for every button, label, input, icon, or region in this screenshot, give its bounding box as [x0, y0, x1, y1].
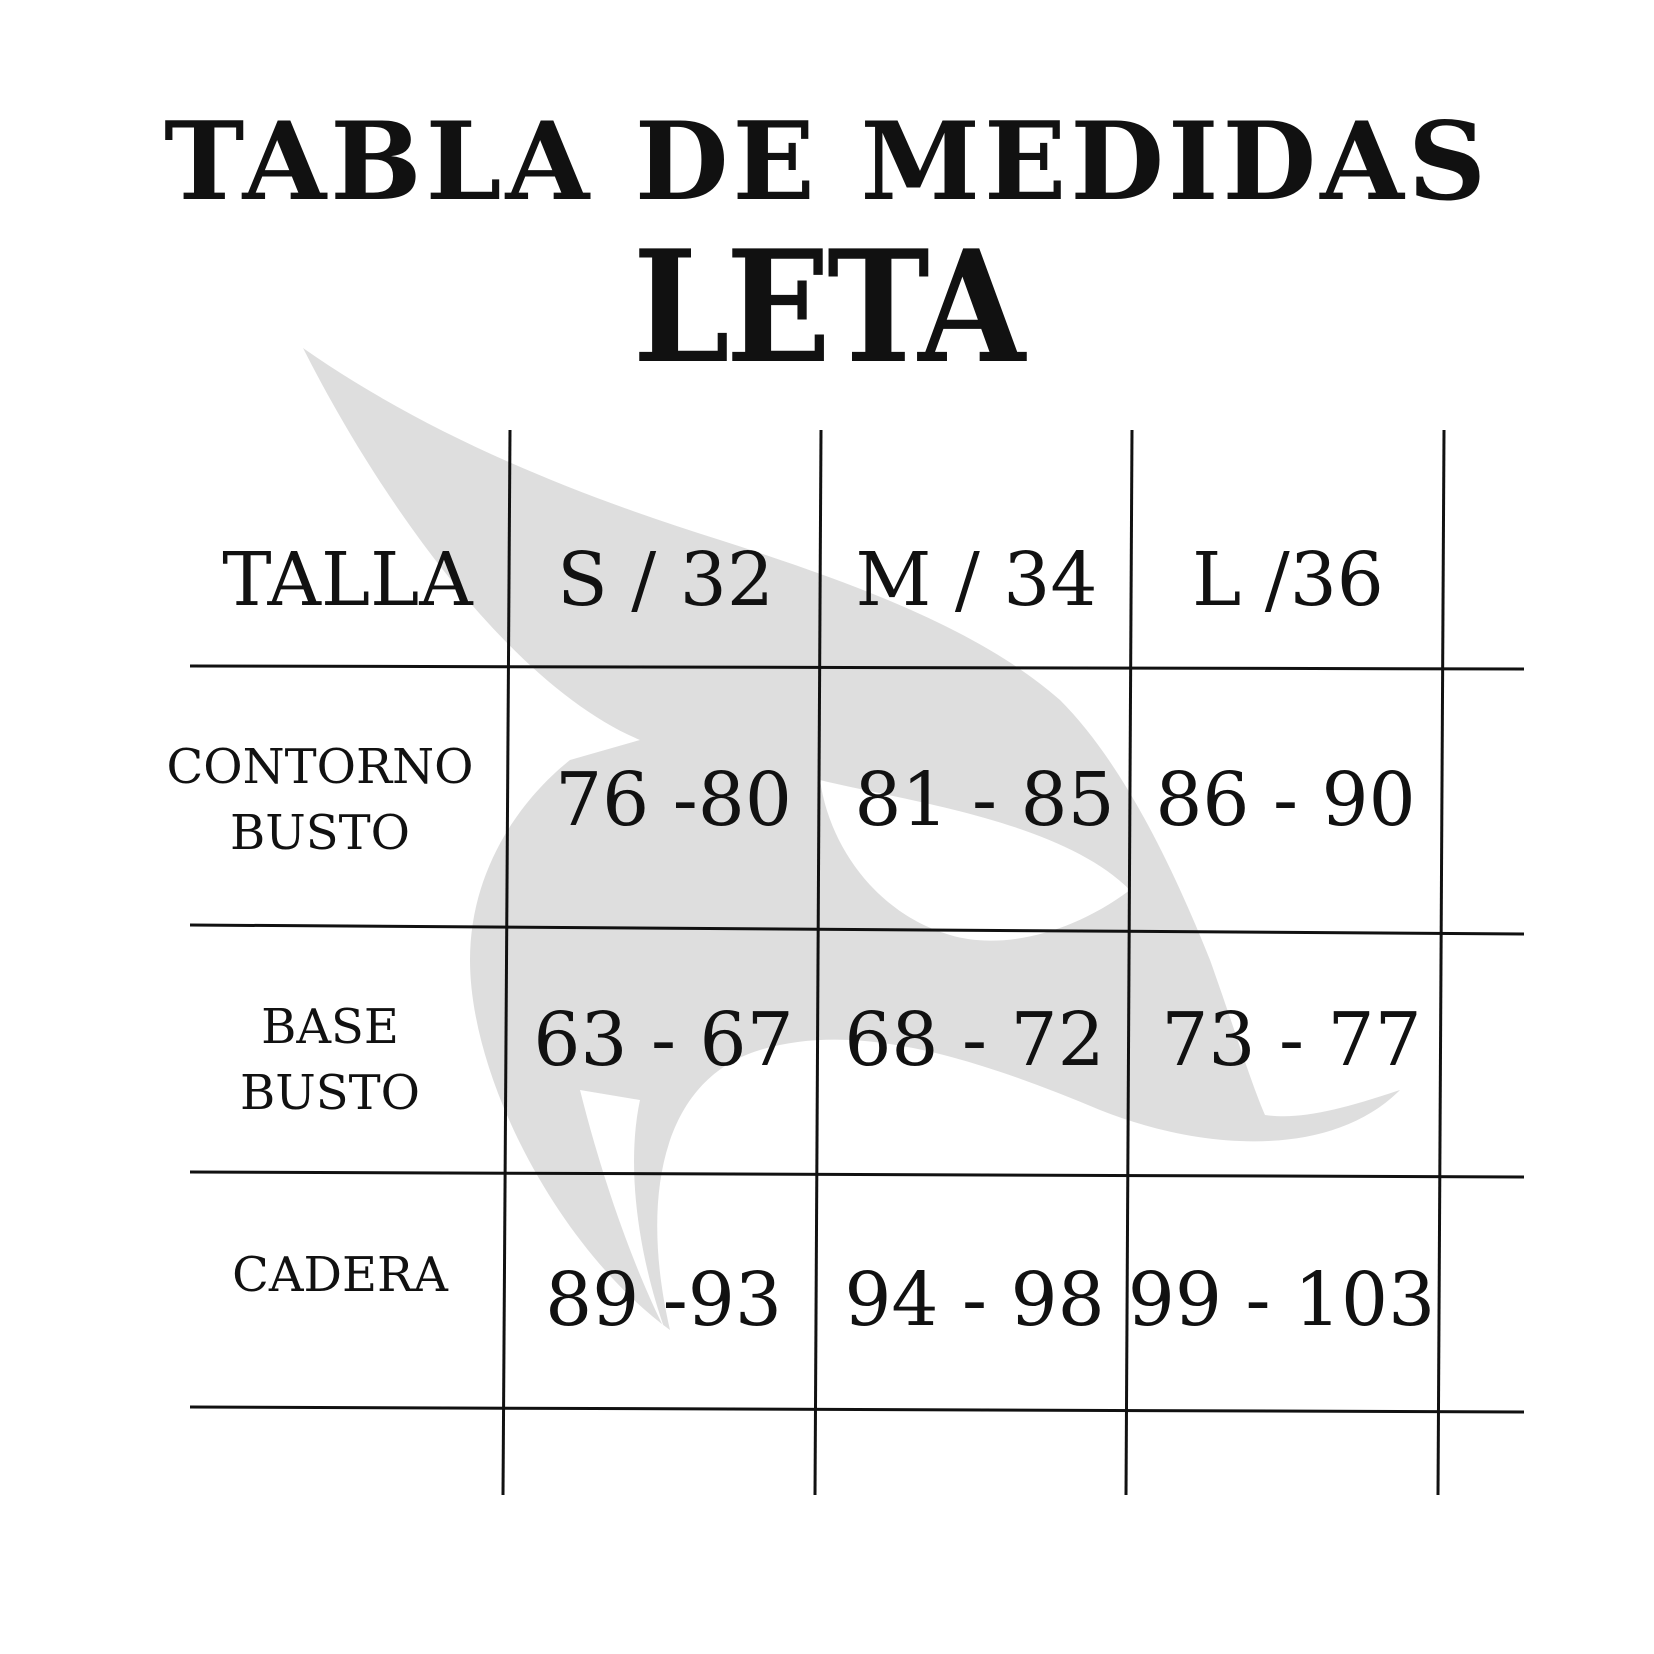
row-label-line: BUSTO: [240, 1065, 420, 1121]
value-cell: 89 -93: [545, 1257, 782, 1343]
brand-logo: LETA: [632, 215, 1022, 398]
value-cell: 73 - 77: [1161, 997, 1422, 1083]
value-cell: 99 - 103: [1127, 1257, 1436, 1343]
value-cell: 68 - 72: [844, 997, 1105, 1083]
value-cell: 94 - 98: [844, 1257, 1105, 1343]
row-label-contorno-busto: [140, 730, 500, 870]
row-label-line: BUSTO: [230, 805, 410, 861]
value-cell: 76 -80: [555, 757, 792, 843]
row-label-line: CADERA: [232, 1247, 448, 1303]
page-title: TABLA DE MEDIDAS: [164, 99, 1490, 225]
header-size-l: L /36: [1192, 537, 1384, 623]
header-size-m: M / 34: [855, 537, 1098, 623]
row-label-base-busto: [150, 990, 510, 1130]
value-cell: 63 - 67: [533, 997, 794, 1083]
row-label-line: CONTORNO: [166, 739, 474, 795]
header-size-s: S / 32: [557, 537, 774, 623]
value-cell: 86 - 90: [1155, 757, 1416, 843]
row-label-cadera: [160, 1220, 520, 1330]
row-label-line: BASE: [261, 999, 399, 1055]
header-label: TALLA: [222, 537, 473, 623]
value-cell: 81 - 85: [854, 757, 1115, 843]
